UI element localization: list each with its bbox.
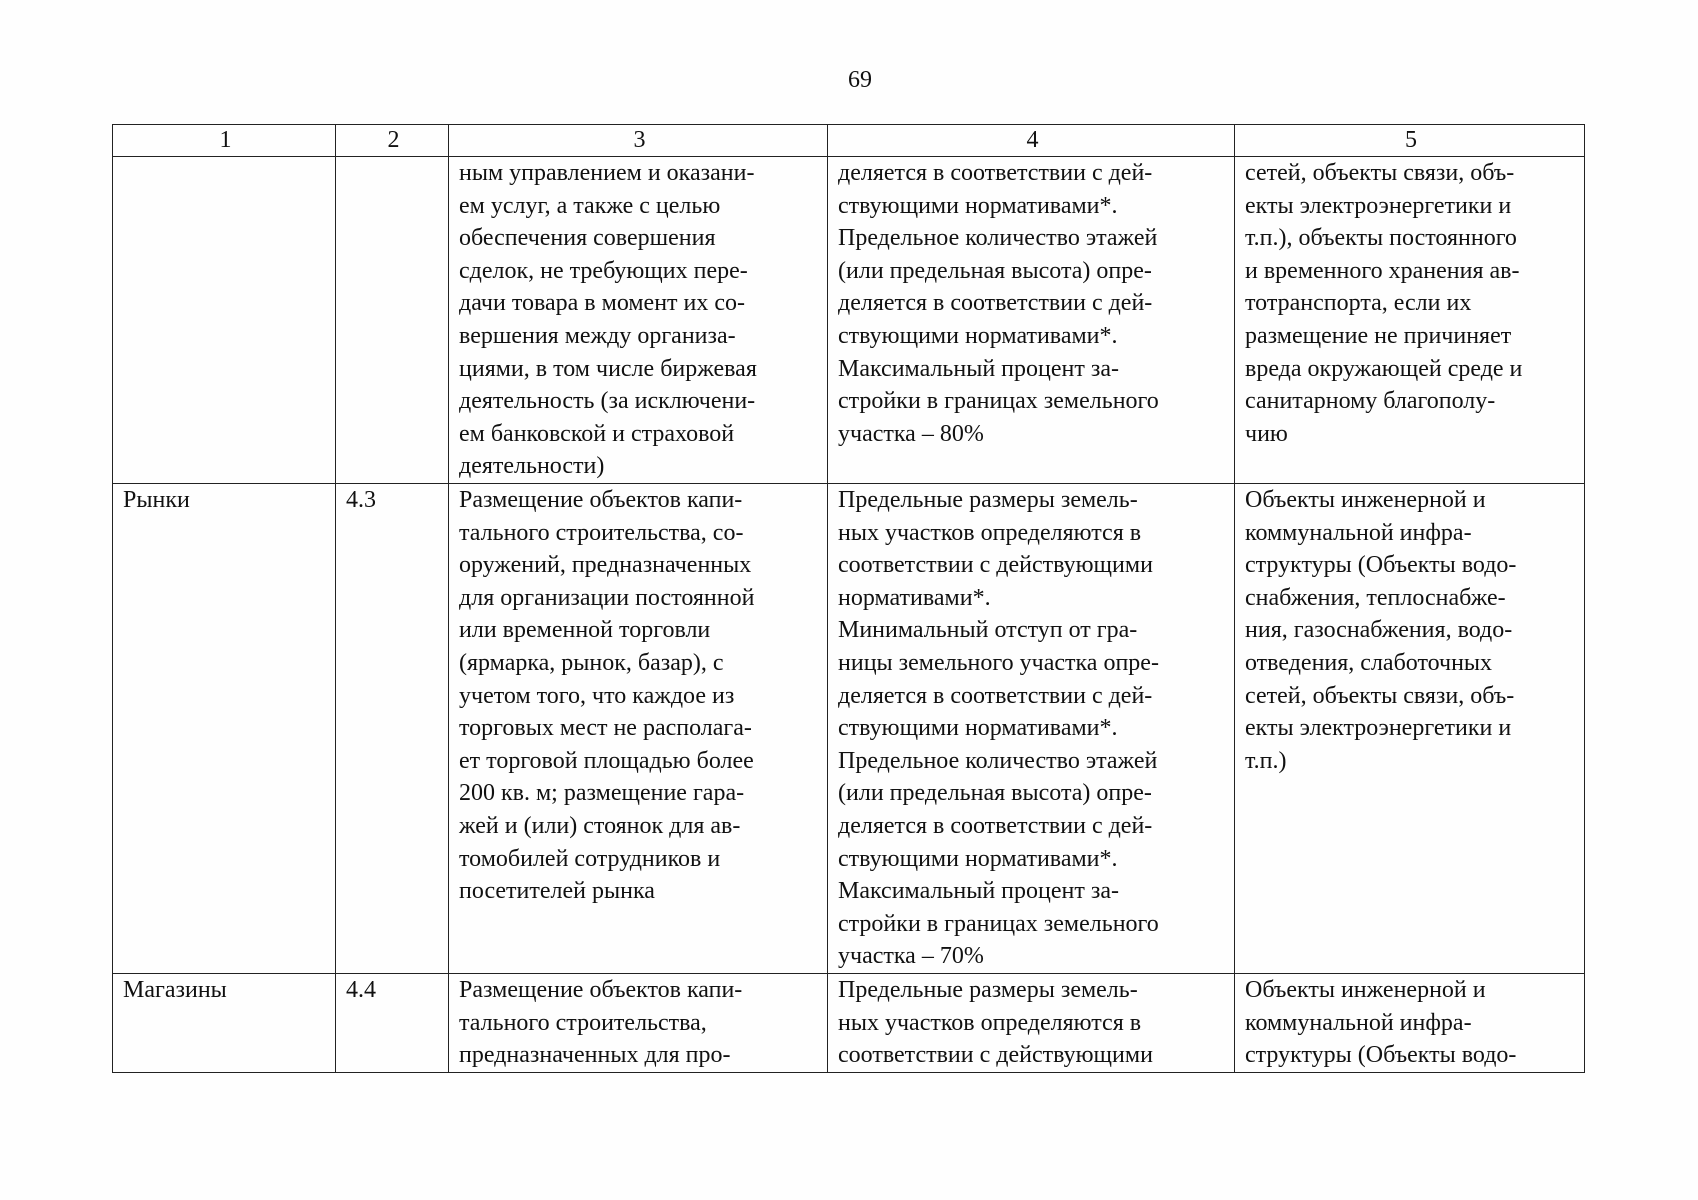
cell-text-line: торговых мест не располага- — [459, 715, 752, 742]
cell-text-line: тального строительства, — [459, 1009, 707, 1036]
cell-text-line: ным управлением и оказани- — [459, 160, 755, 186]
cell-text-line: ет торговой площадью более — [459, 747, 754, 774]
cell-text-line: соответствии с действующими — [838, 1042, 1153, 1069]
cell-text-line: стройки в границах земельного — [838, 910, 1159, 937]
cell-text-line: тального строительства, со- — [459, 519, 744, 546]
cell-text-line: и временного хранения ав- — [1245, 257, 1520, 284]
use-type-code-cell: 4.4 — [336, 974, 449, 1073]
cell-text-line: вреда окружающей среде и — [1245, 355, 1523, 382]
use-description-cell — [449, 484, 828, 974]
cell-text-line: размещение не причиняет — [1245, 322, 1512, 349]
cell-text-line: ницы земельного участка опре- — [838, 649, 1159, 676]
cell-text-line: тотранспорта, если их — [1245, 290, 1472, 317]
column-header: 5 — [1235, 125, 1585, 157]
cell-text-line: (или предельная высота) опре- — [838, 257, 1152, 284]
cell-text-line: участка – 70% — [838, 943, 984, 970]
cell-text-line: нормативами*. — [838, 584, 991, 611]
cell-text-line: деляется в соответствии с дей- — [838, 290, 1153, 317]
auxiliary-uses-cell — [1235, 484, 1585, 974]
cell-text-line: учетом того, что каждое из — [459, 682, 735, 709]
cell-text-line: стройки в границах земельного — [838, 388, 1159, 415]
cell-text-line: предназначенных для про- — [459, 1042, 731, 1069]
cell-text-line: ствующими нормативами*. — [838, 192, 1118, 219]
cell-text-line: Предельные размеры земель- — [838, 977, 1138, 1003]
cell-text-line: сетей, объекты связи, объ- — [1245, 682, 1515, 709]
parameters-cell — [828, 974, 1235, 1073]
use-description-cell — [449, 974, 828, 1073]
cell-text-line: деляется в соответствии с дей- — [838, 812, 1153, 839]
cell-text-line: ствующими нормативами*. — [838, 845, 1118, 872]
cell-text-line: Минимальный отступ от гра- — [838, 617, 1138, 644]
cell-text-line: т.п.) — [1245, 747, 1287, 774]
cell-text-line: ствующими нормативами*. — [838, 715, 1118, 742]
cell-text-line: посетителей рынка — [459, 878, 655, 905]
cell-text-line: Объекты инженерной и — [1245, 977, 1486, 1003]
cell-text-line: деляется в соответствии с дей- — [838, 160, 1153, 186]
cell-text-line: чию — [1245, 420, 1288, 447]
use-type-code-cell — [336, 157, 449, 484]
auxiliary-uses-cell — [1235, 974, 1585, 1073]
parameters-cell — [828, 484, 1235, 974]
cell-text-line: екты электроэнергетики и — [1245, 715, 1512, 742]
cell-text-line: Предельное количество этажей — [838, 225, 1158, 252]
cell-text-line: снабжения, теплоснабже- — [1245, 584, 1506, 611]
table-row — [113, 157, 1585, 484]
cell-text-line: сделок, не требующих пере- — [459, 257, 748, 284]
cell-text-line: ствующими нормативами*. — [838, 322, 1118, 349]
cell-text-line: для организации постоянной — [459, 584, 755, 611]
cell-text-line: ния, газоснабжения, водо- — [1245, 617, 1513, 644]
cell-text-line: Максимальный процент за- — [838, 355, 1119, 382]
cell-text-line: сетей, объекты связи, объ- — [1245, 160, 1515, 186]
cell-text-line: деятельность (за исключени- — [459, 388, 756, 415]
cell-text-line: Размещение объектов капи- — [459, 487, 743, 513]
cell-text-line: структуры (Объекты водо- — [1245, 1042, 1517, 1069]
cell-text-line: (ярмарка, рынок, базар), с — [459, 649, 724, 676]
cell-text-line: ных участков определяются в — [838, 1009, 1142, 1036]
table-row — [113, 974, 1585, 1073]
cell-text-line: вершения между организа- — [459, 322, 736, 349]
cell-text-line: коммунальной инфра- — [1245, 519, 1472, 546]
cell-text-line: екты электроэнергетики и — [1245, 192, 1512, 219]
cell-text-line: или временной торговли — [459, 617, 711, 644]
use-type-name-cell — [113, 157, 336, 484]
column-header: 2 — [336, 125, 449, 157]
cell-text-line: оружений, предназначенных — [459, 552, 752, 579]
cell-text-line: отведения, слаботочных — [1245, 649, 1493, 676]
cell-text-line: 200 кв. м; размещение гара- — [459, 780, 745, 807]
use-type-name-cell: Рынки — [113, 484, 336, 974]
cell-text-line: ем услуг, а также с целью — [459, 192, 721, 219]
cell-text-line: жей и (или) стоянок для ав- — [459, 812, 741, 839]
auxiliary-uses-cell — [1235, 157, 1585, 484]
use-type-code-cell: 4.3 — [336, 484, 449, 974]
cell-text-line: санитарному благополу- — [1245, 388, 1496, 415]
cell-text-line: Размещение объектов капи- — [459, 977, 743, 1003]
column-header: 1 — [113, 125, 336, 157]
cell-text-line: коммунальной инфра- — [1245, 1009, 1472, 1036]
parameters-cell — [828, 157, 1235, 484]
cell-text-line: обеспечения совершения — [459, 225, 716, 252]
table-row — [113, 484, 1585, 974]
cell-text-line: ем банковской и страховой — [459, 420, 735, 447]
column-header: 3 — [449, 125, 828, 157]
cell-text-line: соответствии с действующими — [838, 552, 1153, 579]
page-number: 69 — [848, 67, 872, 93]
column-header: 4 — [828, 125, 1235, 157]
cell-text-line: деятельности) — [459, 453, 605, 480]
table-header-row — [113, 125, 1585, 157]
cell-text-line: деляется в соответствии с дей- — [838, 682, 1153, 709]
use-type-name-cell: Магазины — [113, 974, 336, 1073]
cell-text-line: т.п.), объекты постоянного — [1245, 225, 1517, 252]
cell-text-line: дачи товара в момент их со- — [459, 290, 746, 317]
zoning-table — [112, 124, 1585, 1073]
cell-text-line: Предельные размеры земель- — [838, 487, 1138, 513]
cell-text-line: Максимальный процент за- — [838, 878, 1119, 905]
cell-text-line: ных участков определяются в — [838, 519, 1142, 546]
cell-text-line: циями, в том числе биржевая — [459, 355, 757, 382]
cell-text-line: Предельное количество этажей — [838, 747, 1158, 774]
use-description-cell — [449, 157, 828, 484]
cell-text-line: (или предельная высота) опре- — [838, 780, 1152, 807]
cell-text-line: участка – 80% — [838, 420, 984, 447]
cell-text-line: структуры (Объекты водо- — [1245, 552, 1517, 579]
cell-text-line: томобилей сотрудников и — [459, 845, 721, 872]
cell-text-line: Объекты инженерной и — [1245, 487, 1486, 513]
